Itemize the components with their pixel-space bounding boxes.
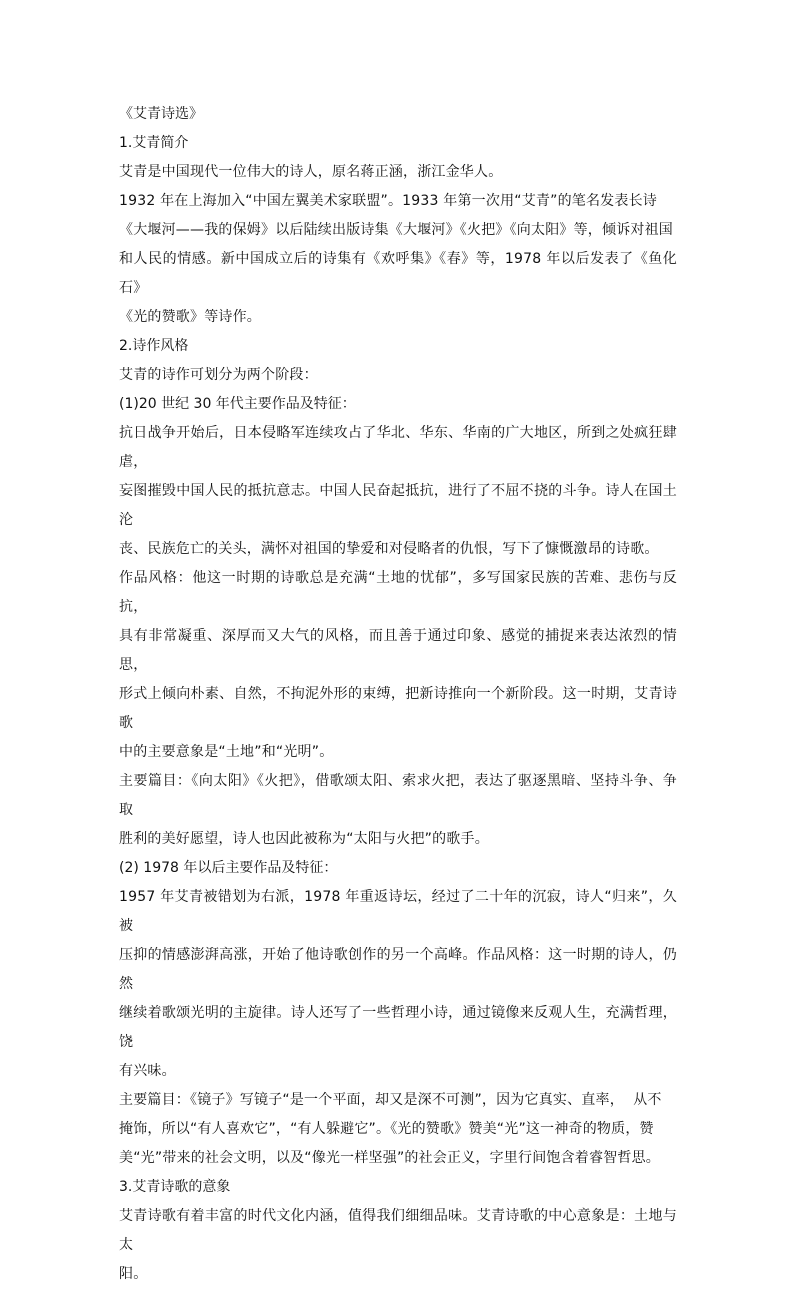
paragraph-line: 丧、民族危亡的关头，满怀对祖国的挚爱和对侵略者的仇恨，写下了慷慨激昂的诗歌。 xyxy=(119,541,659,557)
paragraph-line: 阳。 xyxy=(119,1266,148,1282)
paragraph-line: 压抑的情感澎湃高涨，开始了他诗歌创作的另一个高峰。作品风格：这一时期的诗人，仍然 xyxy=(119,947,677,992)
document-title: 《艾青诗选》 xyxy=(119,106,203,122)
biography-paragraph xyxy=(119,187,677,332)
paragraph-line: 主要篇目：《镜子》写镜子“是一个平面，却又是深不可测”，因为它真实、直率， 从不 xyxy=(119,1092,662,1108)
paragraph-line: 掩饰，所以“有人喜欢它”，“有人躲避它”。《光的赞歌》赞美“光”这一神奇的物质，赞 xyxy=(119,1121,654,1137)
paragraph-line: 形式上倾向朴素、自然，不拘泥外形的束缚，把新诗推向一个新阶段。这一时期，艾青诗歌 xyxy=(119,686,677,731)
paragraph-line: 1957 年艾青被错划为右派，1978 年重返诗坛，经过了二十年的沉寂，诗人“归来”，久被 xyxy=(119,889,677,934)
stage1-heading: (1)20 世纪 30 年代主要作品及特征： xyxy=(119,396,356,412)
paragraph-line: 主要篇目：《向太阳》《火把》，借歌颂太阳、索求火把，表达了驱逐黑暗、坚持斗争、争取 xyxy=(119,773,677,818)
paragraph-line: 美“光”带来的社会文明，以及“像光一样坚强”的社会正义，字里行间饱含着睿智哲思。 xyxy=(119,1150,661,1166)
paragraph-line: 作品风格：他这一时期的诗歌总是充满“土地的忧郁”，多写国家民族的苦难、悲伤与反抗， xyxy=(119,570,677,615)
stage1-style-paragraph xyxy=(119,564,677,767)
paragraph-line: 中的主要意象是“土地”和“光明”。 xyxy=(119,744,334,760)
paragraph-line: 艾青诗歌有着丰富的时代文化内涵，值得我们细细品味。艾青诗歌的中心意象是：土地与太 xyxy=(119,1208,677,1253)
imagery-paragraph xyxy=(119,1202,677,1289)
document-page xyxy=(119,100,677,1289)
section-heading-imagery: 3.艾青诗歌的意象 xyxy=(119,1179,231,1195)
stage2-works-paragraph xyxy=(119,1086,677,1173)
style-intro-paragraph: 艾青的诗作可划分为两个阶段： xyxy=(119,367,318,383)
paragraph-line: 具有非常凝重、深厚而又大气的风格，而且善于通过印象、感觉的捕捉来表达浓烈的情思， xyxy=(119,628,677,673)
section-heading-style: 2.诗作风格 xyxy=(119,338,189,354)
stage2-heading: (2) 1978 年以后主要作品及特征： xyxy=(119,860,338,876)
paragraph-line: 《大堰河——我的保姆》以后陆续出版诗集《大堰河》《火把》《向太阳》等，倾诉对祖国 xyxy=(119,222,673,238)
section-heading-introduction: 1.艾青简介 xyxy=(119,135,189,151)
paragraph-line: 妄图摧毁中国人民的抵抗意志。中国人民奋起抵抗，进行了不屈不挠的斗争。诗人在国土沦 xyxy=(119,483,677,528)
paragraph-line: 1932 年在上海加入“中国左翼美术家联盟”。1933 年第一次用“艾青”的笔名发表长诗 xyxy=(119,193,657,209)
stage2-background-paragraph xyxy=(119,883,677,1086)
stage1-works-paragraph xyxy=(119,767,677,854)
paragraph-line: 抗日战争开始后，日本侵略军连续攻占了华北、华东、华南的广大地区，所到之处疯狂肆虐， xyxy=(119,425,677,470)
paragraph-line: 继续着歌颂光明的主旋律。诗人还写了一些哲理小诗，通过镜像来反观人生，充满哲理，饶 xyxy=(119,1005,677,1050)
intro-paragraph: 艾青是中国现代一位伟大的诗人，原名蒋正涵，浙江金华人。 xyxy=(119,164,503,180)
paragraph-line: 和人民的情感。新中国成立后的诗集有《欢呼集》《春》等，1978 年以后发表了《鱼化石》 xyxy=(119,251,677,296)
paragraph-line: 胜利的美好愿望，诗人也因此被称为“太阳与火把”的歌手。 xyxy=(119,831,489,847)
stage1-background-paragraph xyxy=(119,419,677,564)
paragraph-line: 《光的赞歌》等诗作。 xyxy=(119,309,261,325)
paragraph-line: 有兴味。 xyxy=(119,1063,176,1079)
